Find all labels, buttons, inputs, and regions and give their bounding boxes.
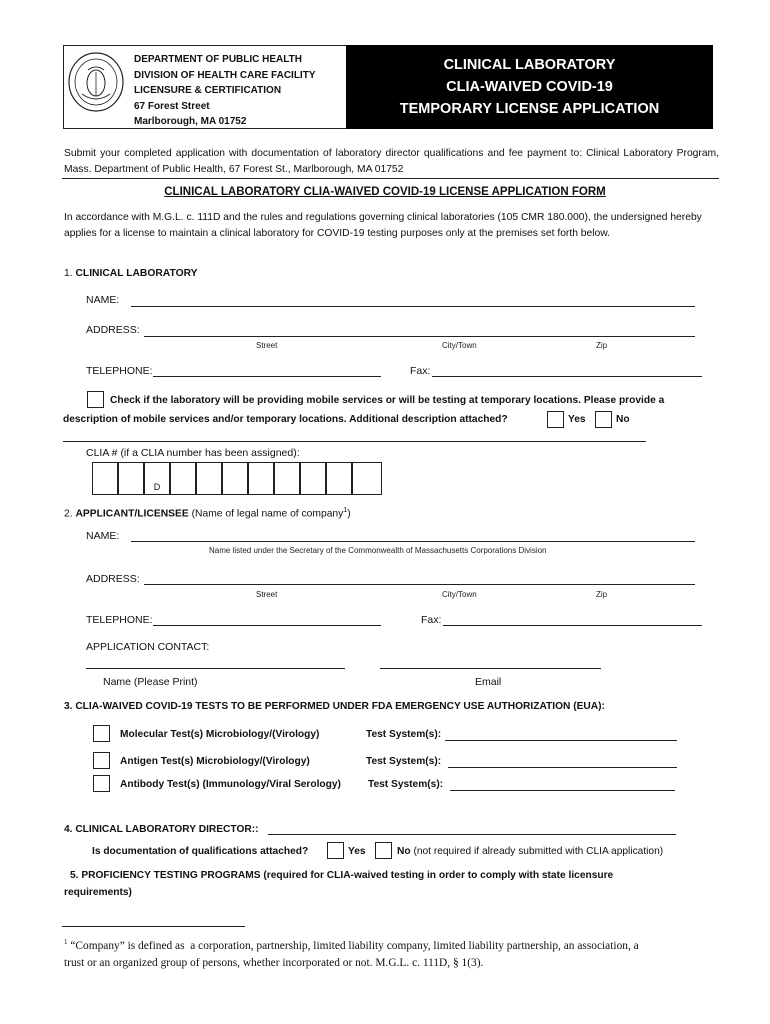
test-system-label: Test System(s): [368, 779, 444, 790]
molecular-test-system-field[interactable] [445, 740, 677, 741]
qualifications-no-checkbox[interactable] [375, 842, 392, 859]
section-number: 2. [64, 508, 73, 520]
antigen-test-checkbox[interactable] [93, 752, 110, 769]
lab-address-label: ADDRESS: [86, 324, 140, 336]
section3-heading: 3. CLIA-WAIVED COVID-19 TESTS TO BE PERFORMED UNDER FDA EMERGENCY USE AUTHORIZATION (EUA): [64, 701, 605, 712]
contact-name-field[interactable] [86, 668, 345, 669]
footnote-text: a corporation, partnership, limited liability company, limited liability partnership, an association, a [190, 939, 639, 952]
form-title: CLINICAL LABORATORY CLIA-WAIVED COVID-19 LICENSE APPLICATION FORM [164, 186, 606, 198]
director-name-field[interactable] [268, 834, 676, 835]
footnote-divider [62, 926, 245, 927]
yes-label: Yes [348, 846, 366, 857]
form-header-title [346, 45, 713, 129]
paren-close: ) [347, 508, 351, 520]
dept-line: 67 Forest Street [134, 100, 210, 112]
department-address [134, 52, 315, 130]
applicant-telephone-field[interactable] [153, 625, 381, 626]
applicant-telephone-label: TELEPHONE: [86, 614, 153, 626]
email-caption: Email [475, 676, 502, 688]
no-label: No [616, 414, 630, 425]
title-line: CLINICAL LABORATORY [443, 57, 616, 73]
applicant-fax-label: Fax: [421, 614, 442, 626]
name-note: Name listed under the Secretary of the Commonwealth of Massachusetts Corporations Division [209, 546, 547, 555]
zip-caption: Zip [596, 590, 608, 599]
accordance-paragraph: In accordance with M.G.L. c. 111D and the rules and regulations governing clinical laboratories (105 CMR 180.000), the undersigned hereby applies for a license to maintain a clinical laboratory for COVID-19 testing purposes only at the premises set forth below. [64, 212, 702, 239]
no-note: (not required if already submitted with CLIA application) [413, 846, 664, 857]
description-yes-checkbox[interactable] [547, 411, 564, 428]
section4-heading: 4. CLINICAL LABORATORY DIRECTOR:: [64, 824, 259, 835]
street-caption: Street [256, 590, 278, 599]
clia-digit-box[interactable] [326, 462, 352, 495]
antibody-test-system-field[interactable] [450, 790, 675, 791]
dept-line: Marlborough, MA 01752 [134, 116, 247, 127]
clia-digit-box[interactable] [144, 462, 170, 495]
applicant-name-field[interactable] [131, 541, 695, 542]
section-number: 1. [64, 268, 73, 279]
yes-label: Yes [568, 414, 586, 425]
qualifications-question: Is documentation of qualifications attached? [92, 846, 309, 857]
section-title: APPLICANT/LICENSEE [75, 508, 189, 520]
footnote-ref: 1 [343, 507, 348, 514]
description-no-checkbox[interactable] [595, 411, 612, 428]
title-line: TEMPORARY LICENSE APPLICATION [399, 101, 660, 117]
clia-digit-box[interactable] [300, 462, 326, 495]
clia-digit-box[interactable] [274, 462, 300, 495]
street-caption: Street [256, 341, 278, 350]
clia-digit-box[interactable] [118, 462, 144, 495]
submission-instructions: Submit your completed application with documentation of laboratory director qualifications and fee payment to: Clinical Laboratory Program, Mass. Department of Public Health, 67 Forest St., Marlborough, MA 01752 [64, 148, 719, 175]
lab-telephone-label: TELEPHONE: [86, 365, 153, 377]
state-seal-icon [66, 50, 126, 114]
lab-name-label: NAME: [86, 294, 120, 306]
clia-digit-box[interactable] [170, 462, 196, 495]
dept-line: DEPARTMENT OF PUBLIC HEALTH [134, 54, 302, 65]
footnote-term: “Company” is defined as [70, 939, 185, 952]
zip-caption: Zip [596, 341, 608, 350]
clia-digit-box[interactable] [222, 462, 248, 495]
test-system-label: Test System(s): [366, 756, 442, 767]
applicant-name-label: NAME: [86, 530, 120, 542]
qualifications-no-text [397, 846, 663, 857]
no-label: No [397, 846, 411, 857]
divider [62, 178, 719, 179]
clia-number-label: CLIA # (if a CLIA number has been assigned): [86, 447, 300, 459]
antigen-test-system-field[interactable] [448, 767, 677, 768]
section5-heading-cont: requirements) [64, 887, 132, 898]
footnote-line: trust or an organized group of persons, whether incorporated or not. M.G.L. c. 111D, § 1(3). [64, 956, 484, 969]
applicant-address-field[interactable] [144, 584, 695, 585]
section-title: CLINICAL LABORATORY [75, 268, 198, 279]
mobile-services-checkbox[interactable] [87, 391, 104, 408]
mobile-description-text: description of mobile services and/or temporary locations. Additional description attached? [63, 414, 508, 425]
applicant-fax-field[interactable] [443, 625, 702, 626]
section5-heading: 5. PROFICIENCY TESTING PROGRAMS (required for CLIA-waived testing in order to comply with state licensure [70, 870, 614, 881]
clia-digit-box[interactable] [92, 462, 118, 495]
name-print-caption: Name (Please Print) [103, 676, 198, 688]
applicant-address-label: ADDRESS: [86, 573, 140, 585]
lab-fax-field[interactable] [432, 376, 702, 377]
lab-fax-label: Fax: [410, 365, 431, 377]
title-line: CLIA-WAIVED COVID-19 [446, 79, 613, 95]
clia-d-letter: D [153, 482, 161, 492]
lab-name-field[interactable] [131, 306, 695, 307]
section2-heading [64, 507, 351, 519]
section-title-note: (Name of legal name of company [191, 508, 344, 520]
footnote [64, 934, 724, 972]
antibody-test-label: Antibody Test(s) (Immunology/Viral Serology) [120, 779, 341, 790]
footnote-line [64, 934, 724, 955]
city-caption: City/Town [442, 341, 477, 350]
antigen-test-label: Antigen Test(s) Microbiology/(Virology) [120, 756, 310, 767]
dept-line: DIVISION OF HEALTH CARE FACILITY [134, 69, 316, 81]
lab-telephone-field[interactable] [153, 376, 381, 377]
molecular-test-label: Molecular Test(s) Microbiology/(Virology) [120, 729, 320, 740]
antibody-test-checkbox[interactable] [93, 775, 110, 792]
city-caption: City/Town [442, 590, 477, 599]
molecular-test-checkbox[interactable] [93, 725, 110, 742]
contact-email-field[interactable] [380, 668, 601, 669]
mobile-services-text: Check if the laboratory will be providing mobile services or will be testing at temporary locations. Please provide a [110, 395, 665, 406]
mobile-description-field[interactable] [63, 441, 646, 442]
application-contact-label: APPLICATION CONTACT: [86, 641, 210, 653]
lab-address-field[interactable] [144, 336, 695, 337]
clia-digit-box[interactable] [248, 462, 274, 495]
qualifications-yes-checkbox[interactable] [327, 842, 344, 859]
dept-line: LICENSURE & CERTIFICATION [134, 85, 282, 96]
clia-digit-box[interactable] [196, 462, 222, 495]
test-system-label: Test System(s): [366, 729, 442, 740]
section1-heading [64, 268, 198, 279]
footnote-number: 1 [64, 938, 68, 946]
clia-digit-box[interactable] [352, 462, 382, 495]
